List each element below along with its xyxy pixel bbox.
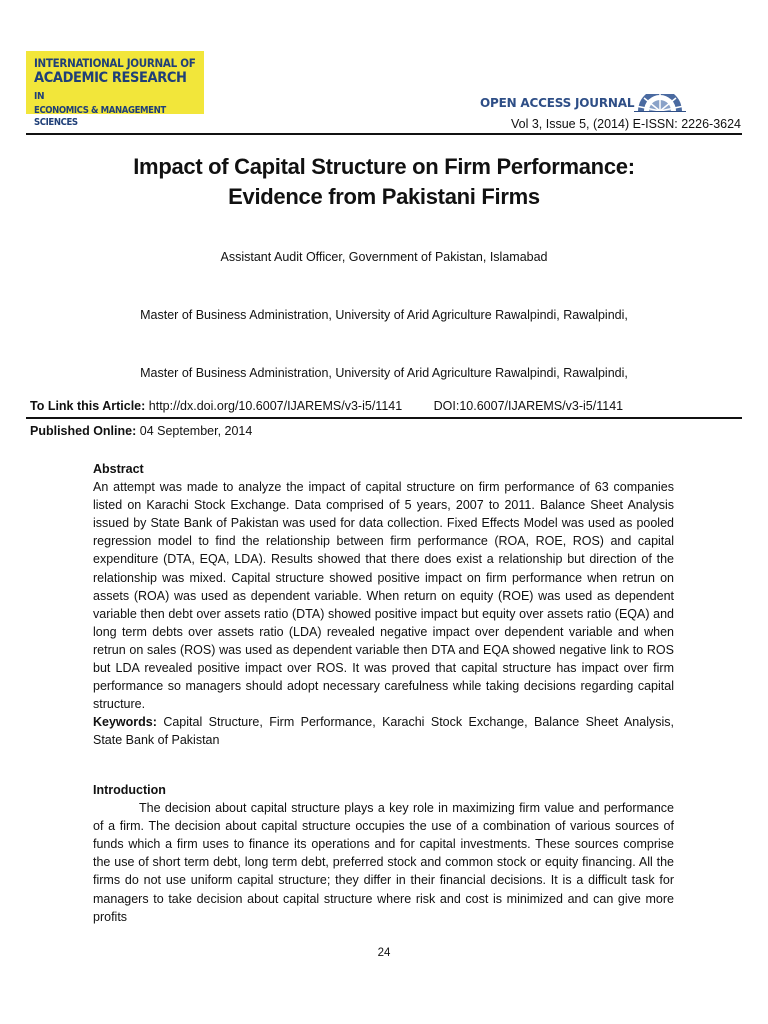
article-title bbox=[40, 152, 728, 212]
article-link[interactable]: http://dx.doi.org/10.6007/IJAREMS/v3-i5/1141 bbox=[148, 399, 403, 413]
title-line-2: Evidence from Pakistani Firms bbox=[228, 184, 540, 209]
logo-line-2-suffix: IN bbox=[34, 91, 45, 102]
logo-line-2 bbox=[34, 70, 200, 105]
title-line-1: Impact of Capital Structure on Firm Performance: bbox=[133, 154, 635, 179]
article-link-row bbox=[30, 399, 623, 413]
doi-link[interactable]: DOI:10.6007/IJAREMS/v3-i5/1141 bbox=[433, 399, 624, 413]
published-date: 04 September, 2014 bbox=[139, 424, 253, 438]
introduction-section bbox=[93, 781, 674, 926]
keywords-text: Capital Structure, Firm Performance, Karachi Stock Exchange, Balance Sheet Analysis, State Bank of Pakistan bbox=[93, 715, 674, 748]
page-number: 24 bbox=[377, 947, 391, 959]
affiliation-3: Master of Business Administration, University of Arid Agriculture Rawalpindi, Rawalpindi, bbox=[140, 366, 628, 380]
open-access-icon bbox=[634, 94, 686, 112]
introduction-heading: Introduction bbox=[93, 783, 166, 797]
journal-logo bbox=[26, 51, 204, 128]
abstract-section bbox=[93, 460, 674, 750]
logo-line-3: ECONOMICS & MANAGEMENT SCIENCES bbox=[34, 105, 166, 128]
keywords-row bbox=[93, 713, 674, 749]
open-access-label: OPEN ACCESS JOURNAL bbox=[480, 96, 635, 110]
issue-info: Vol 3, Issue 5, (2014) E-ISSN: 2226-3624 bbox=[511, 117, 741, 131]
abstract-text: An attempt was made to analyze the impact of capital structure on firm performance of 63 companies listed on Karachi Stock Exchange. Data comprised of 5 years, 2007 to 2011. Balance Sheet Analysis issued by State Bank of Pakistan was used for data collection. Fixed Effects Model was used as pooled regression model to find the relationship between firm performance (ROA, ROE, ROS) and capital expenditure (DTA, EQA, LDA). Results showed that there does exist a relationship but direction of the relationship was mixed. Capital structure showed positive impact on firm performance when retrun on assets (ROA) was used as dependent variable. When return on equity (ROE) was used as dependent variable then debt over assets ratio (DTA) showed positive impact but equity over assets ratio (EQA) and long term debts over assets ratio (LDA) revealed negative impact over dependent variable and when retrun on sales (ROS) was used as dependent variable then DTA and EQA showed negative link to ROS but LDA revealed positive impact over ROS. It was proved that capital structure has impact over firm performance so managers should adopt necessary carefulness while taking decisions regarding capital structure. bbox=[93, 480, 674, 712]
abstract-heading: Abstract bbox=[93, 462, 144, 476]
affiliation-2: Master of Business Administration, University of Arid Agriculture Rawalpindi, Rawalpindi, bbox=[140, 308, 628, 322]
published-label: Published Online: bbox=[30, 424, 137, 438]
logo-line-1: INTERNATIONAL JOURNAL OF bbox=[34, 56, 196, 70]
logo-line-2-text: ACADEMIC RESEARCH bbox=[34, 70, 187, 86]
introduction-text: The decision about capital structure plays a key role in maximizing firm value and performance of a firm. The decision about capital structure occupies the use of a combination of various sources of funds which a firm uses to finance its operations and for capital investments. These sources comprise the use of short term debt, long term debt, preferred stock and common stock or equity financing. All the firms do not use uniform capital structure; they differ in their financial decisions. It is a difficult task for managers to take decision about capital structure where risk and cost is minimized and can give more profits bbox=[93, 801, 674, 924]
header-divider bbox=[26, 133, 742, 135]
link-divider bbox=[26, 417, 742, 419]
link-label: To Link this Article: bbox=[30, 399, 146, 413]
published-row bbox=[30, 424, 252, 438]
affiliation-1: Assistant Audit Officer, Government of Pakistan, Islamabad bbox=[220, 250, 548, 264]
keywords-label: Keywords: bbox=[93, 715, 157, 730]
